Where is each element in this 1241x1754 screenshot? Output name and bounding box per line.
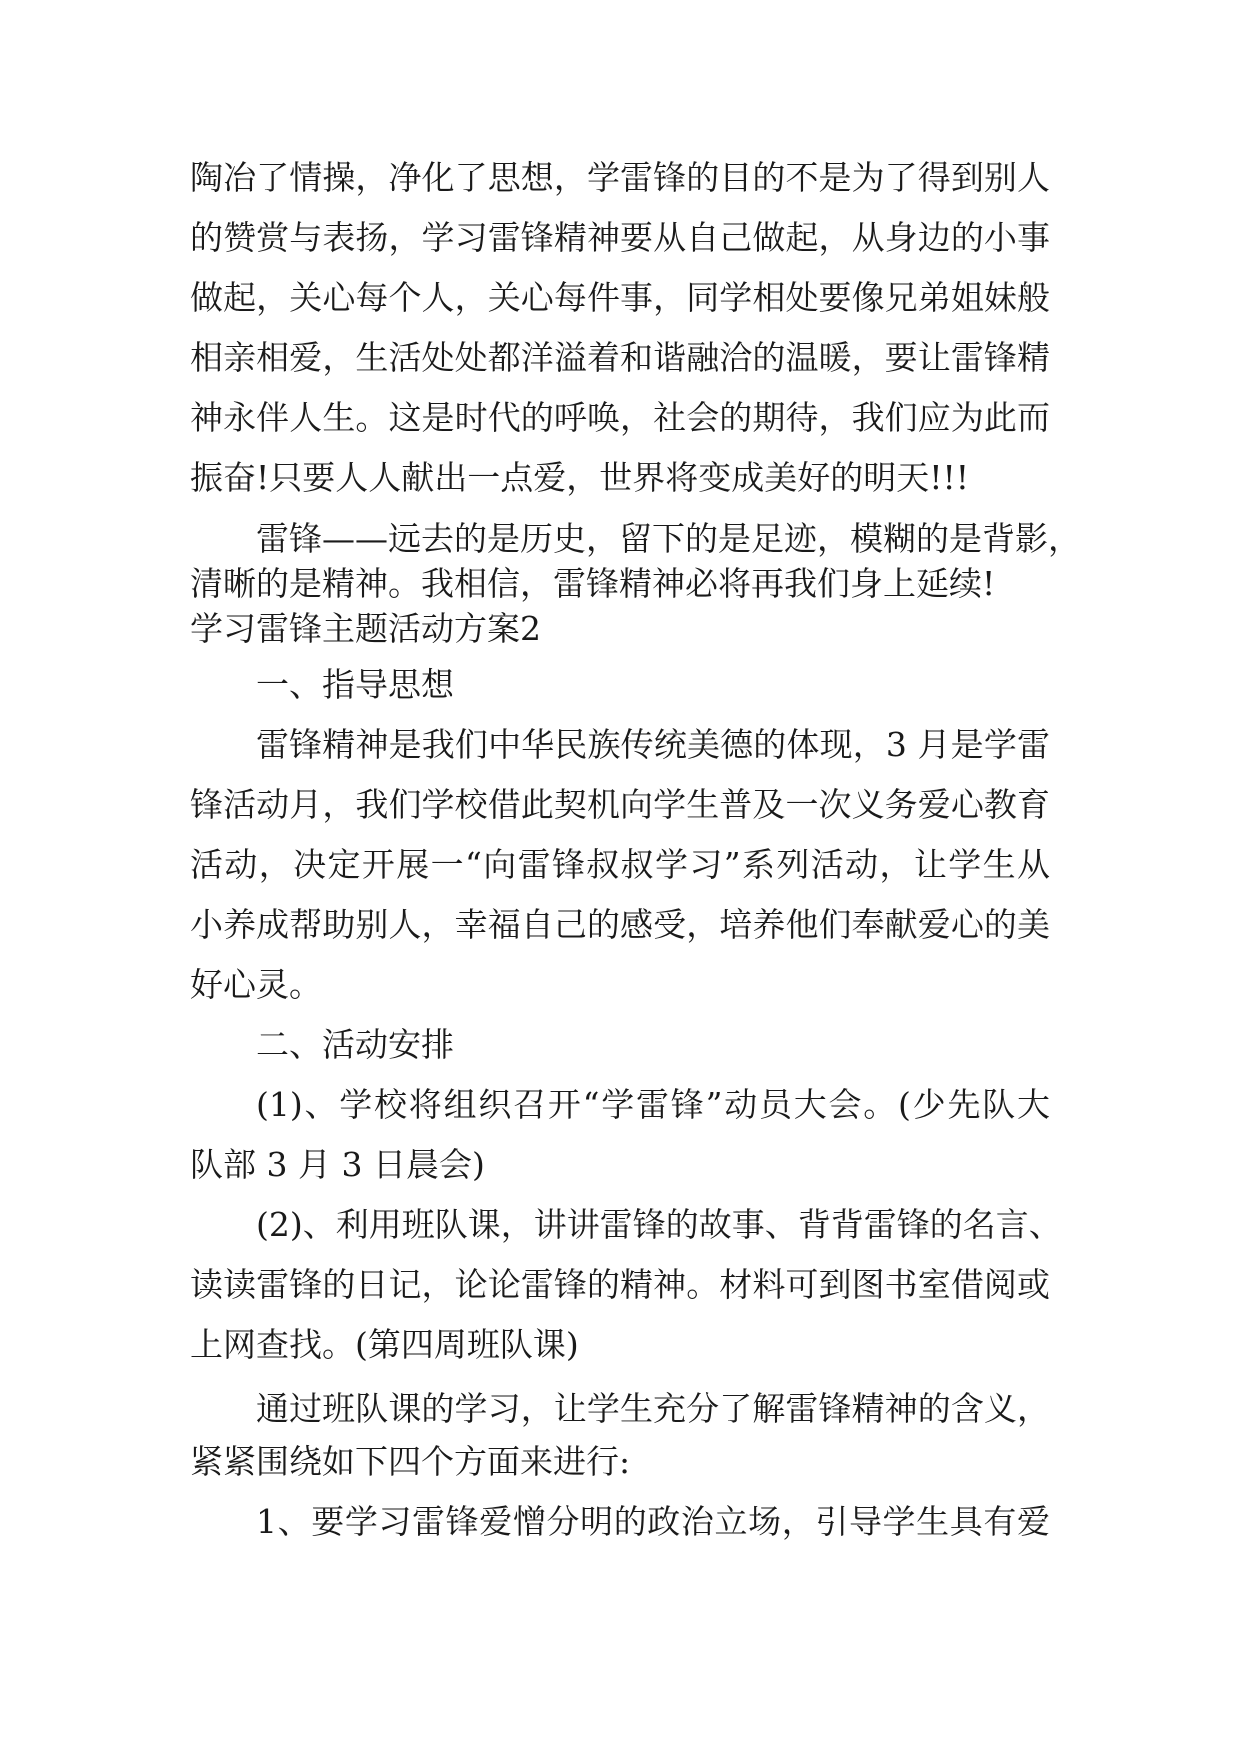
paragraph-line: 好心灵。: [190, 965, 322, 1004]
paragraph-line: 的赞赏与表扬，学习雷锋精神要从自己做起，从身边的小事: [190, 218, 1050, 257]
paragraph-line: (2)、利用班队课，讲讲雷锋的故事、背背雷锋的名言、: [256, 1205, 1062, 1244]
paragraph-line: 通过班队课的学习，让学生充分了解雷锋精神的含义，: [256, 1389, 1050, 1428]
paragraph-line: 做起，关心每个人，关心每件事，同学相处要像兄弟姐妹般: [190, 278, 1050, 317]
paragraph-line: 上网查找。(第四周班队课): [190, 1325, 579, 1364]
document-body: [190, 148, 1081, 1552]
subsection-heading: 一、指导思想: [256, 665, 454, 704]
paragraph-line: 清晰的是精神。我相信，雷锋精神必将再我们身上延续!: [190, 564, 996, 603]
paragraph-line: 雷锋——远去的是历史，留下的是足迹，模糊的是背影，: [256, 519, 1081, 558]
paragraph-line: (1)、学校将组织召开“学雷锋”动员大会。(少先队大: [256, 1085, 1050, 1124]
section-heading: 学习雷锋主题活动方案2: [190, 609, 541, 648]
paragraph-line: 小养成帮助别人，幸福自己的感受，培养他们奉献爱心的美: [190, 905, 1050, 944]
paragraph-line: 活动，决定开展一“向雷锋叔叔学习”系列活动，让学生从: [190, 845, 1050, 884]
subsection-heading: 二、活动安排: [256, 1025, 454, 1064]
paragraph-line: 读读雷锋的日记，论论雷锋的精神。材料可到图书室借阅或: [190, 1265, 1050, 1304]
paragraph-line: 1、要学习雷锋爱憎分明的政治立场，引导学生具有爱: [256, 1502, 1050, 1541]
paragraph-line: 队部 3 月 3 日晨会): [190, 1145, 485, 1184]
paragraph-line: 紧紧围绕如下四个方面来进行:: [190, 1442, 631, 1481]
paragraph-line: 雷锋精神是我们中华民族传统美德的体现，3 月是学雷: [256, 725, 1050, 764]
paragraph-line: 陶冶了情操，净化了思想，学雷锋的目的不是为了得到别人: [190, 158, 1050, 197]
paragraph-line: 神永伴人生。这是时代的呼唤，社会的期待，我们应为此而: [190, 398, 1050, 437]
paragraph-line: 相亲相爱，生活处处都洋溢着和谐融洽的温暖，要让雷锋精: [190, 338, 1050, 377]
paragraph-line: 振奋!只要人人献出一点爱，世界将变成美好的明天!!!: [190, 458, 970, 497]
paragraph-line: 锋活动月，我们学校借此契机向学生普及一次义务爱心教育: [190, 785, 1050, 824]
